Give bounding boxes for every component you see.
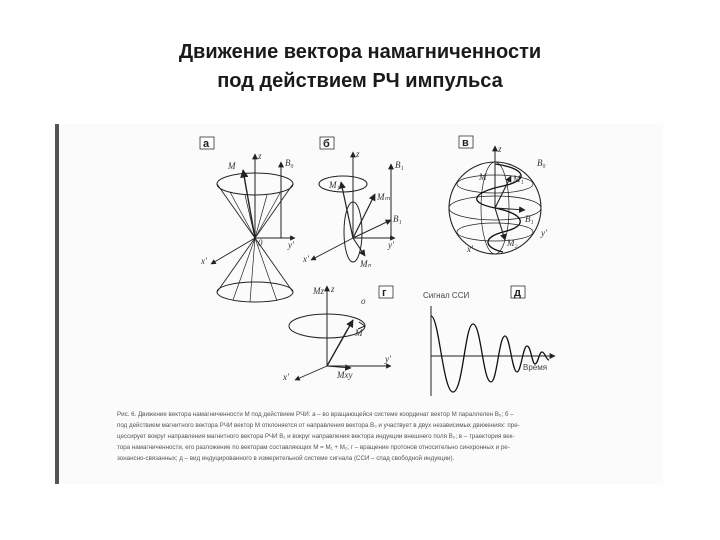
caption-line-5: зонансно-связанных; д – вид индуцированного в измерительной системе сигнала (ССИ – спад свободной индукции). bbox=[117, 455, 455, 462]
b1-label-b: B₁ bbox=[395, 160, 404, 170]
panel-g bbox=[282, 284, 393, 382]
panel-a bbox=[200, 137, 295, 302]
panel-a-label: а bbox=[203, 138, 210, 150]
x-label-b: x' bbox=[303, 254, 309, 264]
panel-d-label: д bbox=[514, 287, 521, 299]
mz-label-g: Mz bbox=[313, 286, 324, 296]
b1-label-v: B₁ bbox=[525, 214, 534, 224]
m-label-a: M bbox=[228, 161, 236, 171]
panel-d bbox=[423, 286, 555, 396]
y-label-b: y' bbox=[388, 240, 394, 250]
scanned-figure bbox=[55, 124, 663, 484]
title-line-2: под действием РЧ импульса bbox=[217, 70, 503, 92]
caption-line-2: под действием магнитного вектора РЧИ вектор M отклоняется от направления вектора B₀ и участвует в двух независимых движениях: пре- bbox=[117, 422, 520, 429]
x-label-v: x' bbox=[467, 244, 473, 254]
scan-edge bbox=[55, 124, 59, 484]
x-label-g: x' bbox=[283, 372, 289, 382]
o-label-g: o bbox=[361, 296, 366, 306]
slide-title bbox=[0, 38, 720, 96]
mxy-label-g: Mxy bbox=[337, 370, 353, 380]
fid-decay-curve bbox=[431, 316, 549, 392]
panel-b-label: б bbox=[323, 138, 330, 150]
b0-label-v: B₀ bbox=[537, 158, 546, 168]
y-label-v: y' bbox=[541, 228, 547, 238]
caption-line-3: цессирует вокруг направления магнитного вектора РЧИ B₁ и вокруг направления вектора индукции внешнего поля B₀; в – траектория век- bbox=[117, 433, 515, 440]
caption-line-4: тора намагниченности, его разложение по векторам составляющих M = M₁ + M₂; г – вращение протонов относительно синхронных и ре- bbox=[117, 444, 510, 451]
lower-precession-ellipse bbox=[217, 282, 293, 302]
m2-label-v: M₂ bbox=[507, 238, 518, 248]
origin-label-a: 0 bbox=[258, 238, 263, 248]
fid-signal-label: Сигнал ССИ bbox=[423, 291, 470, 300]
panel-v bbox=[449, 136, 548, 254]
figure-caption bbox=[117, 409, 657, 464]
z-label-a: z bbox=[258, 151, 262, 161]
m-label-v: M bbox=[479, 172, 487, 182]
x-label-a: x' bbox=[201, 256, 207, 266]
m-label-g: M bbox=[355, 328, 363, 338]
panel-g-label: г bbox=[382, 287, 387, 299]
b0-label-a: B₀ bbox=[285, 158, 294, 168]
panel-v-label: в bbox=[462, 137, 469, 149]
m1-label-b: M₁ bbox=[329, 180, 340, 190]
z-label-g: z bbox=[331, 284, 335, 294]
y-label-g: y' bbox=[385, 354, 391, 364]
panel-b bbox=[302, 137, 404, 269]
caption-line-1: Рис. 6. Движение вектора намагниченности M под действием РЧИ: а – во вращающейся системе координат вектор M параллелен B₀; б – bbox=[117, 411, 514, 418]
mn-label-b: Mₙ bbox=[360, 259, 372, 269]
y-label-a: y' bbox=[288, 240, 294, 250]
m-vector-a bbox=[243, 170, 255, 238]
time-label: Время bbox=[523, 363, 548, 372]
mm-label-b: Mₘ bbox=[377, 192, 391, 202]
title-line-1: Движение вектора намагниченности bbox=[178, 41, 542, 63]
bt-label-b: B₁ bbox=[393, 214, 402, 224]
z-label-b: z bbox=[356, 149, 360, 159]
m1-label-v: M₁ bbox=[513, 174, 524, 184]
z-label-v: z bbox=[498, 144, 502, 154]
